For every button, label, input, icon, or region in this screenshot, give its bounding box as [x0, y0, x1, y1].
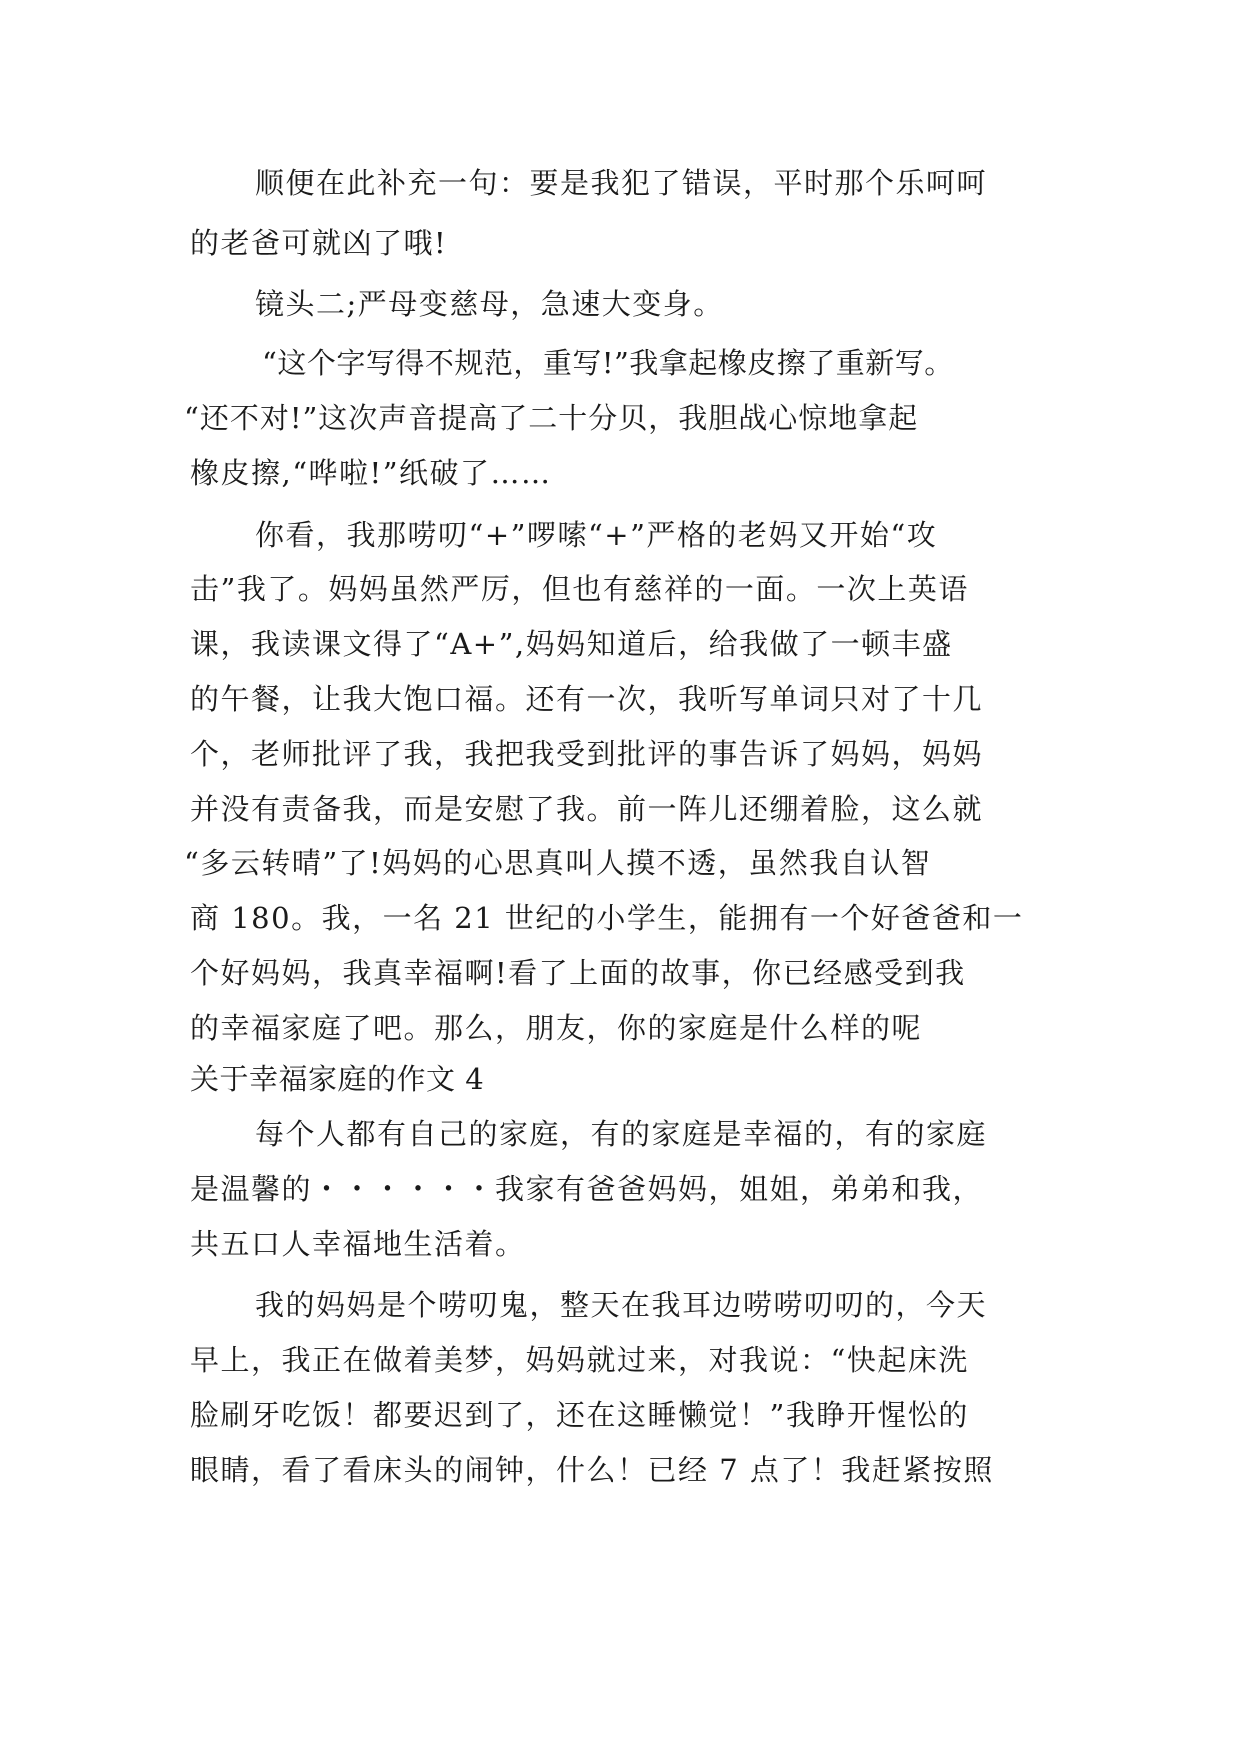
- paragraph-line: 的幸福家庭了吧。那么，朋友，你的家庭是什么样的呢: [190, 1011, 923, 1045]
- paragraph-line: 共五口人幸福地生活着。: [190, 1227, 526, 1261]
- paragraph-line: 个好妈妈，我真幸福啊!看了上面的故事，你已经感受到我: [190, 956, 966, 990]
- paragraph-line: 并没有责备我，而是安慰了我。前一阵儿还绷着脸，这么就: [190, 792, 984, 826]
- paragraph-line: “多云转晴”了!妈妈的心思真叫人摸不透，虽然我自认智: [184, 846, 932, 880]
- paragraph-line: 镜头二;严母变慈母，急速大变身。: [255, 287, 724, 321]
- paragraph-line: 是温馨的・・・・・・我家有爸爸妈妈，姐姐，弟弟和我，: [190, 1172, 984, 1206]
- paragraph-line: 眼睛，看了看床头的闹钟，什么！已经 7 点了！我赶紧按照: [190, 1453, 994, 1487]
- paragraph-line: 商 180。我，一名 21 世纪的小学生，能拥有一个好爸爸和一: [190, 901, 1024, 935]
- paragraph-line: 顺便在此补充一句：要是我犯了错误，平时那个乐呵呵: [255, 166, 988, 200]
- paragraph-line: 你看，我那唠叨“+”啰嗦“+”严格的老妈又开始“攻: [255, 518, 938, 552]
- paragraph-line: 课，我读课文得了“A+”,妈妈知道后，给我做了一顿丰盛: [190, 627, 953, 661]
- paragraph-line: “这个字写得不规范，重写!”我拿起橡皮擦了重新写。: [262, 346, 954, 380]
- section-heading: 关于幸福家庭的作文 4: [190, 1062, 485, 1096]
- paragraph-line: 早上，我正在做着美梦，妈妈就过来，对我说：“快起床洗: [190, 1343, 969, 1377]
- paragraph-line: 脸刷牙吃饭！都要迟到了，还在这睡懒觉！”我睁开惺忪的: [190, 1398, 969, 1432]
- paragraph-line: 我的妈妈是个唠叨鬼，整天在我耳边唠唠叨叨的，今天: [255, 1288, 988, 1322]
- paragraph-line: 的老爸可就凶了哦!: [190, 226, 448, 260]
- paragraph-line: 的午餐，让我大饱口福。还有一次，我听写单词只对了十几: [190, 682, 984, 716]
- paragraph-line: 每个人都有自己的家庭，有的家庭是幸福的，有的家庭: [255, 1117, 988, 1151]
- paragraph-line: “还不对!”这次声音提高了二十分贝，我胆战心惊地拿起: [184, 401, 919, 435]
- paragraph-line: 橡皮擦,“哗啦!”纸破了……: [190, 456, 552, 490]
- paragraph-line: 击”我了。妈妈虽然严厉，但也有慈祥的一面。一次上英语: [190, 572, 969, 606]
- paragraph-line: 个，老师批评了我，我把我受到批评的事告诉了妈妈，妈妈: [190, 737, 984, 771]
